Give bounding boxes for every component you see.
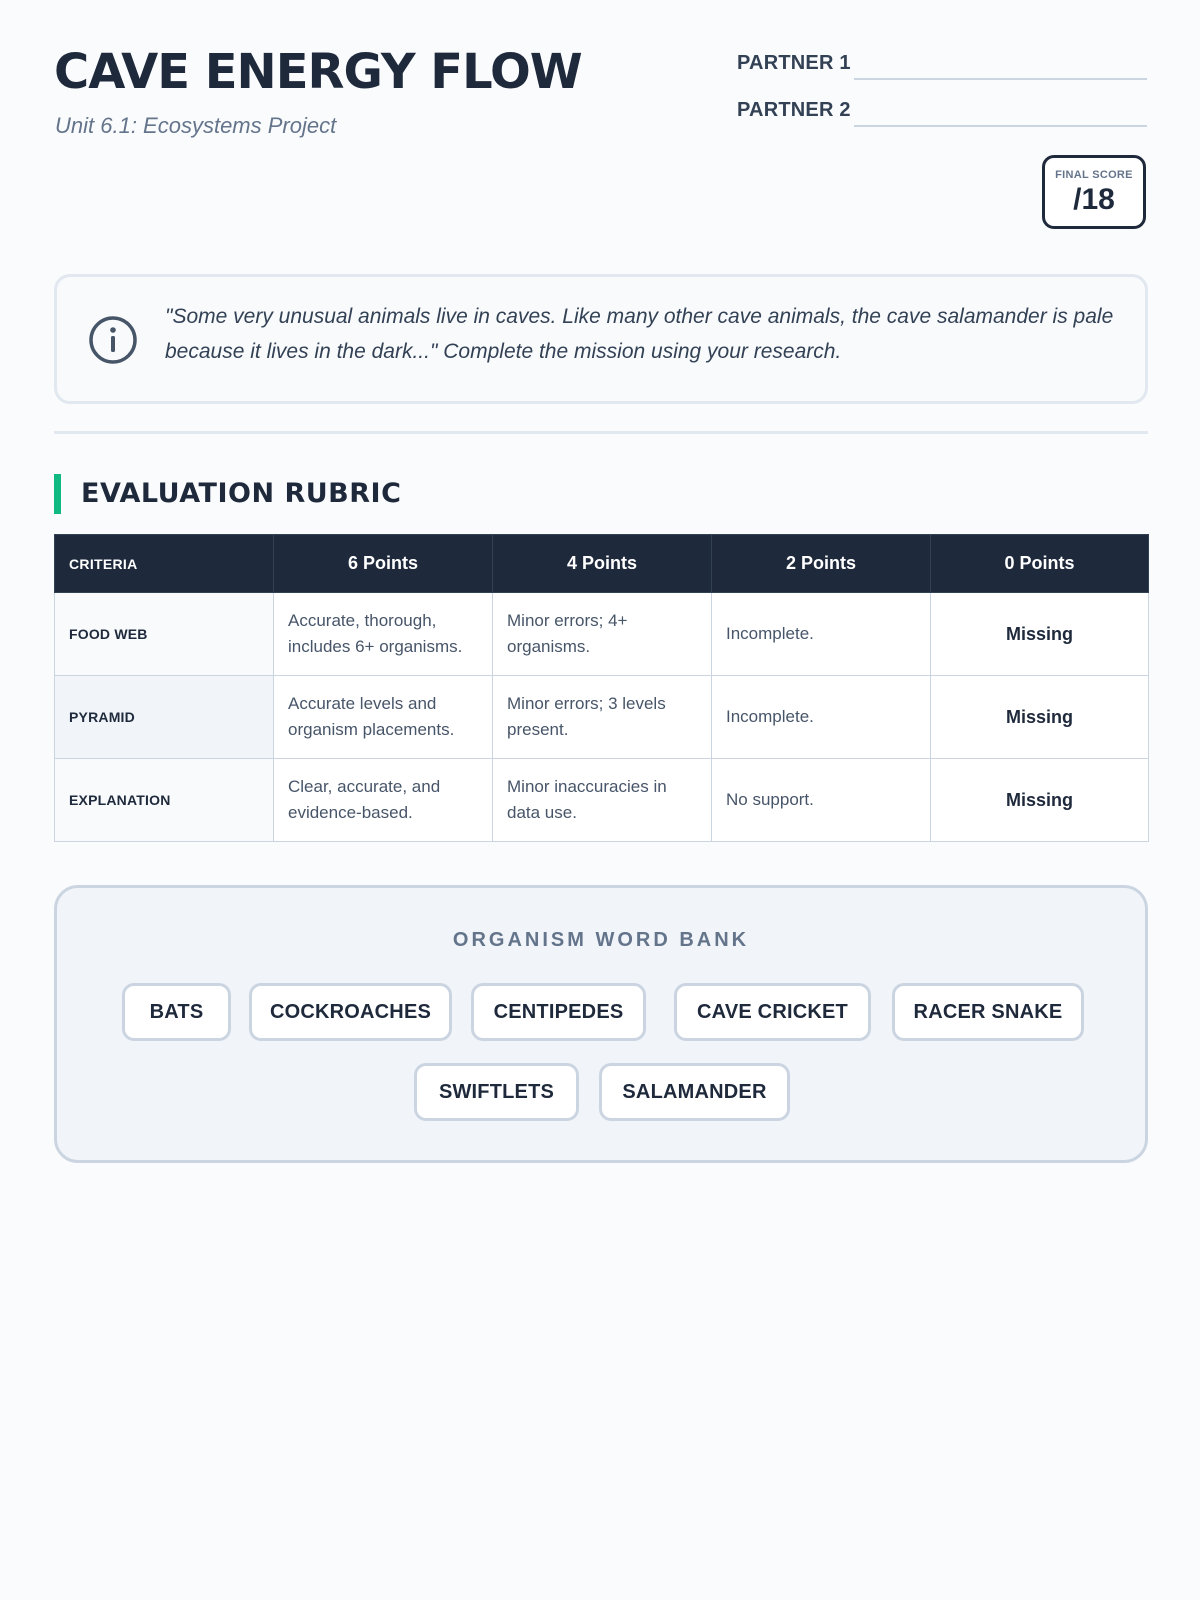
partner-1-field <box>737 46 1147 80</box>
rubric-header-0-points: 0 Points <box>931 535 1149 593</box>
word-chip-swiftlets[interactable]: SWIFTLETS <box>414 1063 579 1121</box>
rubric-criteria-cell: FOOD WEB <box>55 593 274 676</box>
rubric-cell: Minor errors; 4+ organisms. <box>493 593 712 676</box>
partner-2-line[interactable] <box>854 93 1147 127</box>
info-icon <box>87 314 139 366</box>
table-row <box>55 593 1149 676</box>
final-score-box <box>1042 155 1146 229</box>
word-chip-racer-snake[interactable]: RACER SNAKE <box>892 983 1084 1041</box>
rubric-header-row <box>55 535 1149 593</box>
final-score-label: FINAL SCORE <box>1055 169 1133 181</box>
section-divider <box>54 431 1148 434</box>
word-chip-cave-cricket[interactable]: CAVE CRICKET <box>674 983 871 1041</box>
rubric-cell: Incomplete. <box>712 676 931 759</box>
rubric-cell: Clear, accurate, and evidence-based. <box>274 759 493 842</box>
page-subtitle: Unit 6.1: Ecosystems Project <box>55 113 337 138</box>
word-chip-centipedes[interactable]: CENTIPEDES <box>471 983 646 1041</box>
rubric-cell: Missing <box>931 676 1149 759</box>
word-bank-panel <box>54 885 1148 1163</box>
partner-2-label: PARTNER 2 <box>737 98 851 121</box>
rubric-criteria-cell: EXPLANATION <box>55 759 274 842</box>
word-chip-cockroaches[interactable]: COCKROACHES <box>249 983 452 1041</box>
word-chip-bats[interactable]: BATS <box>122 983 231 1041</box>
rubric-cell: Accurate levels and organism placements. <box>274 676 493 759</box>
word-bank-title: ORGANISM WORD BANK <box>452 929 750 951</box>
rubric-header-6-points: 6 Points <box>274 535 493 593</box>
rubric-header-4-points: 4 Points <box>493 535 712 593</box>
rubric-table <box>54 534 1149 842</box>
rubric-header-criteria: CRITERIA <box>55 535 274 593</box>
table-row <box>55 759 1149 842</box>
rubric-criteria-cell: PYRAMID <box>55 676 274 759</box>
page-title: CAVE ENERGY FLOW <box>54 44 582 100</box>
section-accent-bar <box>54 474 61 514</box>
rubric-cell: Incomplete. <box>712 593 931 676</box>
word-chip-salamander[interactable]: SALAMANDER <box>599 1063 790 1121</box>
mission-callout <box>54 274 1148 404</box>
rubric-cell: No support. <box>712 759 931 842</box>
mission-quote: "Some very unusual animals live in caves. Like many other cave animals, the cave salamander is pale because it lives in the dark..." Complete the mission using your research. <box>165 305 1114 363</box>
partner-1-label: PARTNER 1 <box>737 51 851 74</box>
rubric-cell: Minor errors; 3 levels present. <box>493 676 712 759</box>
rubric-title: EVALUATION RUBRIC <box>81 478 402 509</box>
rubric-cell: Accurate, thorough, includes 6+ organisms. <box>274 593 493 676</box>
rubric-cell: Minor inaccuracies in data use. <box>493 759 712 842</box>
partner-1-line[interactable] <box>854 46 1147 80</box>
rubric-cell: Missing <box>931 593 1149 676</box>
final-score-value: /18 <box>1073 183 1115 216</box>
rubric-cell: Missing <box>931 759 1149 842</box>
rubric-header-2-points: 2 Points <box>712 535 931 593</box>
table-row <box>55 676 1149 759</box>
partner-2-field <box>737 93 1147 127</box>
